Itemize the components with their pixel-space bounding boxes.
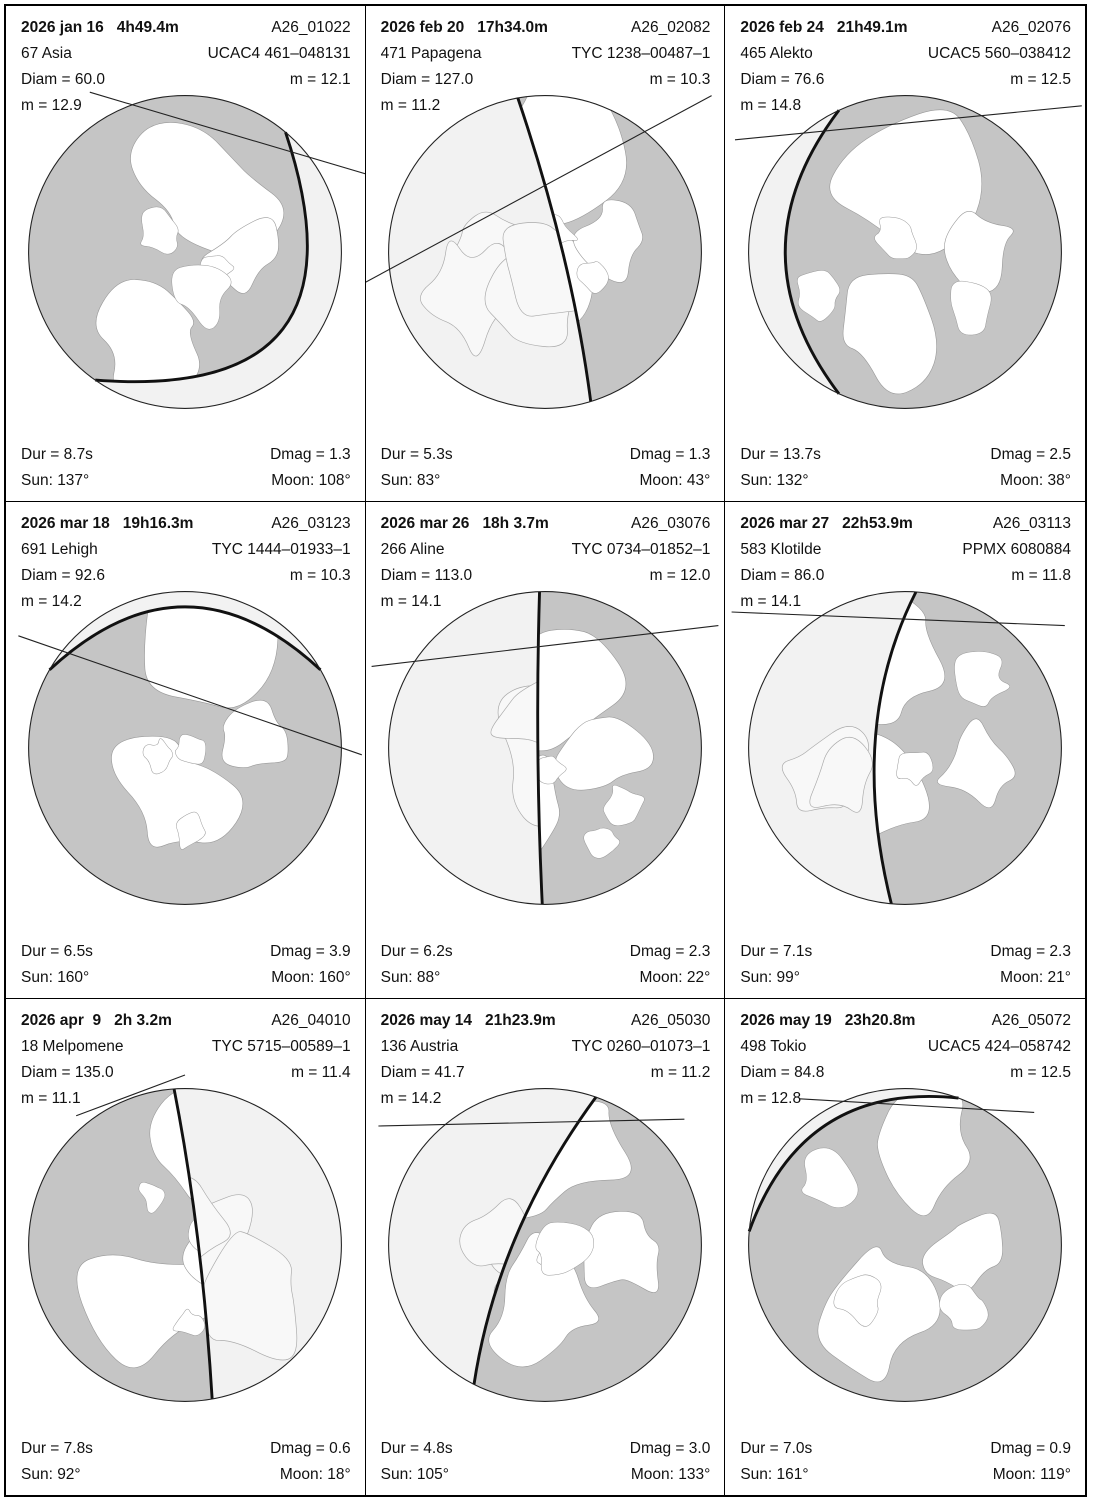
globe-map [15,82,355,422]
sun-altitude: Sun: 99° [740,968,800,986]
star-catalog-id: TYC 0734–01852–1 [571,541,711,559]
asteroid-name: 498 Tokio [740,1037,807,1055]
asteroid-magnitude: m = 14.2 [21,593,82,611]
event-datetime [740,15,907,41]
occultation-event-cell [725,502,1085,998]
occultation-event-cell [6,6,366,502]
asteroid-name: 691 Lehigh [21,541,98,559]
event-id: A26_02076 [991,19,1071,36]
asteroid-magnitude: m = 12.8 [740,1089,802,1107]
event-datetime [740,511,912,537]
event-date: 2026 feb 20 [380,19,465,36]
asteroid-magnitude: m = 14.1 [380,593,442,611]
sun-altitude: Sun: 160° [21,968,90,986]
event-datetime [740,1008,915,1034]
globe-map [15,1075,355,1415]
asteroid-name: 471 Papagena [380,45,482,62]
event-footer [740,939,1071,991]
event-date: 2026 mar 18 [21,515,110,533]
event-time: 17h34.0m [477,19,548,36]
event-id: A26_05030 [631,1011,711,1029]
star-magnitude: m = 12.1 [289,71,351,88]
event-header [21,1008,351,1112]
event-datetime [21,15,179,41]
moon-distance: Moon: 108° [271,472,351,490]
moon-distance: Moon: 43° [639,472,711,490]
event-datetime [381,15,548,41]
asteroid-magnitude: m = 11.2 [380,97,441,114]
star-catalog-id: UCAC5 424–058742 [927,1037,1071,1055]
magnitude-drop: Dmag = 1.3 [270,446,351,464]
asteroid-name: 266 Aline [380,541,445,559]
star-catalog-id: TYC 0260–01073–1 [571,1037,711,1055]
star-magnitude: m = 11.4 [291,1063,351,1081]
asteroid-diameter: Diam = 41.7 [380,1063,465,1081]
asteroid-name: 18 Melpomene [21,1037,124,1055]
globe-map [735,82,1075,422]
event-datetime [21,1008,172,1034]
event-header [740,511,1071,615]
magnitude-drop: Dmag = 1.3 [629,446,711,464]
asteroid-diameter: Diam = 84.8 [740,1063,825,1081]
occultation-event-cell [725,6,1085,502]
asteroid-magnitude: m = 11.1 [21,1089,81,1107]
event-header [21,15,351,119]
event-time: 2h 3.2m [114,1011,172,1029]
event-date: 2026 jan 16 [21,19,104,36]
magnitude-drop: Dmag = 2.3 [990,942,1071,960]
sun-altitude: Sun: 161° [740,1466,809,1483]
asteroid-diameter: Diam = 60.0 [21,71,106,88]
occultation-event-cell [6,502,366,998]
event-id: A26_01022 [271,19,351,36]
occultation-event-cell [366,6,726,502]
event-header [381,1008,711,1112]
moon-distance: Moon: 18° [279,1466,351,1483]
event-time: 23h20.8m [844,1011,916,1029]
event-footer [740,442,1071,494]
star-magnitude: m = 10.3 [289,567,351,585]
magnitude-drop: Dmag = 0.9 [990,1440,1071,1457]
event-id: A26_04010 [271,1011,351,1029]
magnitude-drop: Dmag = 2.3 [629,942,711,960]
event-footer [740,1436,1071,1488]
event-header [740,1008,1071,1112]
moon-distance: Moon: 22° [639,968,711,986]
event-header [740,15,1071,119]
event-duration: Dur = 7.0s [740,1440,813,1457]
asteroid-name: 67 Asia [21,45,72,62]
asteroid-magnitude: m = 14.8 [740,97,802,114]
event-id: A26_03123 [271,515,351,533]
magnitude-drop: Dmag = 0.6 [270,1440,351,1457]
event-id: A26_03076 [631,515,711,533]
asteroid-magnitude: m = 14.1 [740,593,802,611]
star-catalog-id: UCAC5 560–038412 [927,45,1071,62]
moon-distance: Moon: 38° [1000,472,1071,490]
event-duration: Dur = 4.8s [380,1440,453,1457]
chart-grid [4,4,1087,1497]
event-date: 2026 may 14 [380,1011,473,1029]
moon-distance: Moon: 119° [992,1466,1071,1483]
magnitude-drop: Dmag = 3.0 [629,1440,711,1457]
globe-map [735,1075,1075,1415]
asteroid-diameter: Diam = 76.6 [740,71,825,88]
event-id: A26_02082 [631,19,711,36]
event-time: 19h16.3m [122,515,194,533]
magnitude-drop: Dmag = 3.9 [270,942,351,960]
star-magnitude: m = 12.5 [1010,71,1071,88]
event-duration: Dur = 6.5s [21,942,93,960]
asteroid-name: 465 Alekto [740,45,813,62]
event-time: 4h49.4m [116,19,179,36]
asteroid-name: 136 Austria [380,1037,459,1055]
star-magnitude: m = 12.0 [649,567,711,585]
moon-distance: Moon: 133° [630,1466,711,1483]
event-id: A26_05072 [991,1011,1071,1029]
event-header [381,511,711,615]
globe-map [375,578,715,918]
occultation-event-cell [366,999,726,1495]
event-date: 2026 may 19 [740,1011,832,1029]
magnitude-drop: Dmag = 2.5 [990,446,1071,464]
event-header [381,15,711,119]
star-catalog-id: TYC 5715–00589–1 [211,1037,351,1055]
event-datetime [381,1008,556,1034]
asteroid-diameter: Diam = 86.0 [740,567,825,585]
occultation-event-cell [366,502,726,998]
star-catalog-id: TYC 1238–00487–1 [571,45,711,62]
asteroid-diameter: Diam = 135.0 [21,1063,114,1081]
occultation-event-cell [6,999,366,1495]
star-catalog-id: PPMX 6080884 [962,541,1071,559]
sun-altitude: Sun: 92° [21,1466,81,1483]
event-date: 2026 apr 9 [21,1011,102,1029]
star-catalog-id: TYC 1444–01933–1 [211,541,351,559]
sun-altitude: Sun: 132° [740,472,809,490]
event-time: 22h53.9m [842,515,913,533]
asteroid-diameter: Diam = 92.6 [21,567,106,585]
asteroid-magnitude: m = 14.2 [380,1089,442,1107]
event-footer [21,1436,351,1488]
event-footer [381,1436,711,1488]
event-date: 2026 mar 27 [740,515,830,533]
occultation-event-cell [725,999,1085,1495]
asteroid-magnitude: m = 12.9 [21,97,82,114]
moon-distance: Moon: 21° [1000,968,1071,986]
event-datetime [381,511,549,537]
asteroid-diameter: Diam = 127.0 [380,71,474,88]
event-footer [21,939,351,991]
globe-map [375,82,715,422]
star-magnitude: m = 12.5 [1010,1063,1071,1081]
asteroid-diameter: Diam = 113.0 [380,567,473,585]
sun-altitude: Sun: 83° [380,472,441,490]
star-magnitude: m = 11.8 [1011,567,1071,585]
star-magnitude: m = 11.2 [650,1063,711,1081]
event-duration: Dur = 8.7s [21,446,93,464]
moon-distance: Moon: 160° [271,968,351,986]
event-time: 21h49.1m [836,19,908,36]
sun-altitude: Sun: 88° [380,968,441,986]
event-header [21,511,351,615]
globe-map [375,1075,715,1415]
event-duration: Dur = 7.1s [740,942,813,960]
event-footer [381,442,711,494]
globe-map [15,578,355,918]
event-duration: Dur = 13.7s [740,446,821,464]
event-time: 21h23.9m [485,1011,556,1029]
sun-altitude: Sun: 137° [21,472,90,490]
globe-map [735,578,1075,918]
event-duration: Dur = 7.8s [21,1440,93,1457]
star-magnitude: m = 10.3 [649,71,711,88]
event-footer [381,939,711,991]
asteroid-name: 583 Klotilde [740,541,822,559]
event-id: A26_03113 [992,515,1071,533]
event-duration: Dur = 6.2s [380,942,453,960]
event-datetime [21,511,193,537]
sun-altitude: Sun: 105° [380,1466,449,1483]
event-date: 2026 mar 26 [380,515,470,533]
event-duration: Dur = 5.3s [380,446,453,464]
event-footer [21,442,351,494]
star-catalog-id: UCAC4 461–048131 [207,45,351,62]
event-date: 2026 feb 24 [740,19,824,36]
event-time: 18h 3.7m [482,515,549,533]
